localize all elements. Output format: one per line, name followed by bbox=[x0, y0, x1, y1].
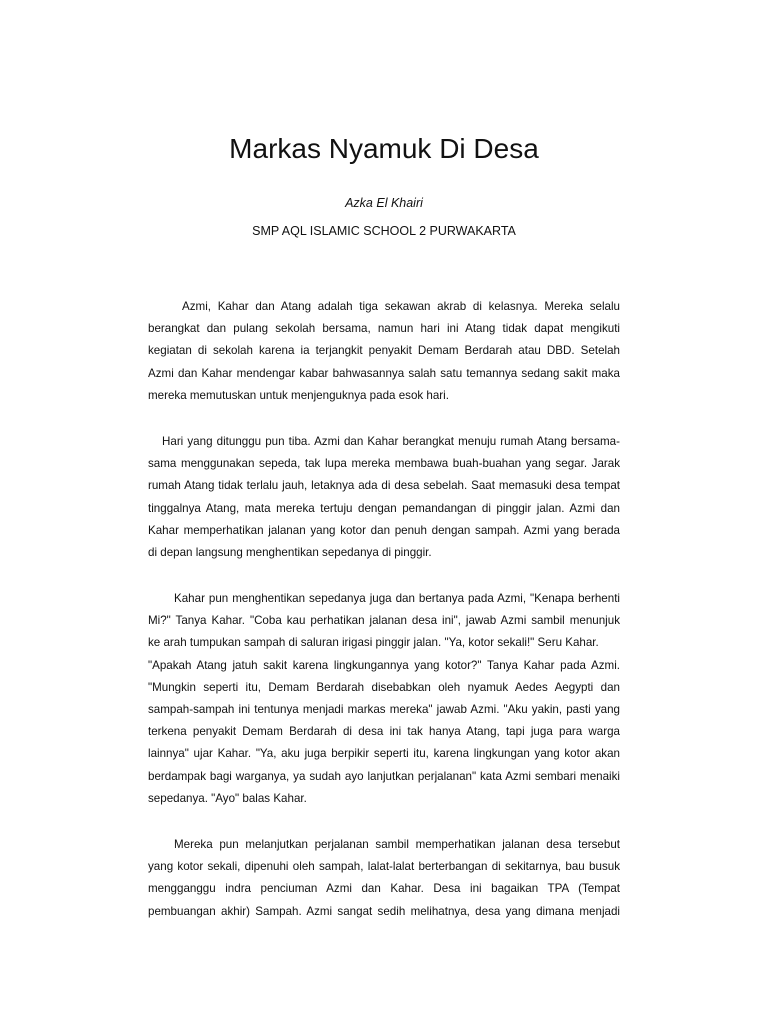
text-line: tinggalnya Atang, mata mereka tertuju dengan pemandangan di pinggir jalan. Azmi dan bbox=[148, 501, 620, 515]
paragraph-1 bbox=[148, 296, 620, 407]
school-name: SMP AQL ISLAMIC SCHOOL 2 PURWAKARTA bbox=[252, 224, 516, 238]
text-line: kegiatan di sekolah karena ia terjangkit penyakit Demam Berdarah atau DBD. Setelah bbox=[148, 344, 620, 358]
author-name: Azka El Khairi bbox=[345, 196, 423, 210]
text-line: Azmi, Kahar dan Atang adalah tiga sekawan akrab di kelasnya. Mereka selalu bbox=[182, 300, 620, 313]
story-body bbox=[148, 296, 620, 947]
text-line: Kahar memperhatikan jalanan yang kotor dan penuh dengan sampah. Azmi yang berada bbox=[148, 523, 620, 537]
paragraph-4 bbox=[148, 834, 620, 923]
text-line: lainnya" ujar Kahar. "Ya, aku juga berpikir seperti itu, karena lingkungan yang kotor akan bbox=[148, 747, 620, 761]
text-line: "Apakah Atang jatuh sakit karena lingkungannya yang kotor?" Tanya Kahar pada Azmi. bbox=[148, 658, 620, 672]
text-line: sampah-sampah ini tentunya menjadi markas mereka" jawab Azmi. "Aku yakin, pasti yang bbox=[148, 703, 620, 716]
text-line: yang kotor sekali, dipenuhi oleh sampah, lalat-lalat berterbangan di sekitarnya, bau busuk bbox=[148, 860, 620, 874]
text-line: sama menggunakan sepeda, tak lupa mereka membawa buah-buahan yang segar. Jarak bbox=[148, 457, 620, 471]
text-line: sepedanya. "Ayo" balas Kahar. bbox=[148, 791, 307, 805]
text-line: pembuangan akhir) Sampah. Azmi sangat sedih melihatnya, desa yang dimana menjadi bbox=[148, 904, 620, 918]
text-line: terkena penyakit Demam Berdarah di desa ini tak hanya Atang, tapi juga para warga bbox=[148, 725, 620, 739]
text-line: mengganggu indra penciuman Azmi dan Kahar. Desa ini bagaikan TPA (Tempat bbox=[148, 882, 620, 896]
paragraph-2 bbox=[148, 431, 620, 564]
paragraph-3 bbox=[148, 588, 620, 810]
text-line: Kahar pun menghentikan sepedanya juga dan bertanya pada Azmi, "Kenapa berhenti bbox=[174, 592, 620, 606]
document-title: Markas Nyamuk Di Desa bbox=[229, 132, 539, 164]
text-line: ke arah tumpukan sampah di saluran irigasi pinggir jalan. "Ya, kotor sekali!" Seru Kahar. bbox=[148, 636, 599, 650]
text-line: Mereka pun melanjutkan perjalanan sambil memperhatikan jalanan desa tersebut bbox=[174, 837, 620, 851]
text-line: mereka memutuskan untuk menjenguknya pada esok hari. bbox=[148, 388, 449, 402]
text-line: berangkat dan pulang sekolah bersama, namun hari ini Atang tidak dapat mengikuti bbox=[148, 322, 620, 336]
text-line: rumah Atang tidak terlalu jauh, letaknya ada di desa sebelah. Saat memasuki desa tempat bbox=[148, 479, 620, 493]
text-line: berdampak bagi warganya, ya sudah ayo lanjutkan perjalanan" kata Azmi sembari menaiki bbox=[148, 769, 620, 783]
text-line: Mi?" Tanya Kahar. "Coba kau perhatikan jalanan desa ini", jawab Azmi sambil menunjuk bbox=[148, 614, 620, 628]
text-line: "Mungkin seperti itu, Demam Berdarah disebabkan oleh nyamuk Aedes Aegypti dan bbox=[148, 680, 620, 694]
text-line: di depan langsung menghentikan sepedanya di pinggir. bbox=[148, 545, 432, 559]
text-line: Hari yang ditunggu pun tiba. Azmi dan Kahar berangkat menuju rumah Atang bersama- bbox=[162, 434, 620, 448]
text-line: Azmi dan Kahar mendengar kabar bahwasannya salah satu temannya sedang sakit maka bbox=[148, 366, 620, 380]
